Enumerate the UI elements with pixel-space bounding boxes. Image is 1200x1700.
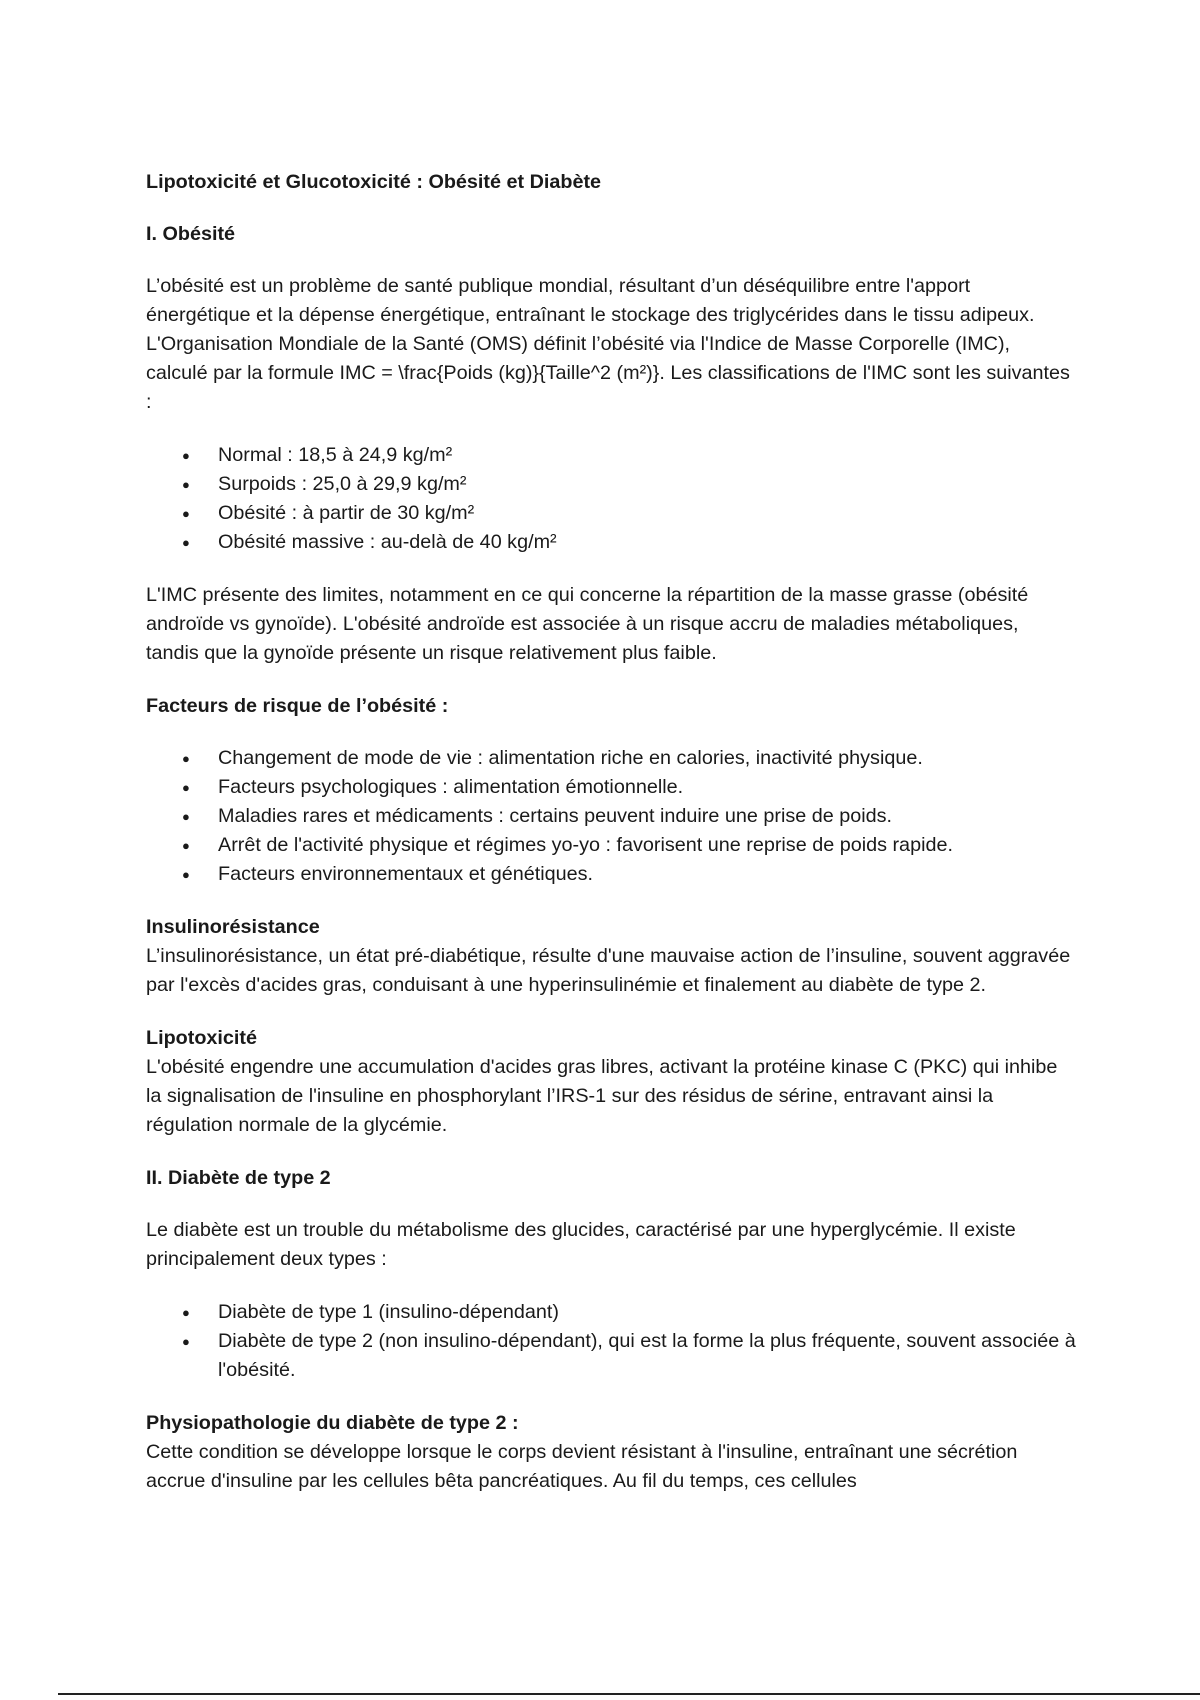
list-item: ● Changement de mode de vie : alimentation riche en calories, inactivité physique.	[218, 744, 1076, 773]
risk-factors-list	[146, 744, 1076, 889]
paragraph-imc-limits: L'IMC présente des limites, notamment en ce qui concerne la répartition de la masse grasse (obésité androïde vs gynoïde). L'obésité androïde est associée à un risque accru de maladies métaboliques, tandis que la gynoïde présente un risque relativement plus faible.	[146, 584, 1029, 664]
paragraph-obesite-intro: L’obésité est un problème de santé publique mondial, résultant d’un déséquilibre entre l'apport énergétique et la dépense énergétique, entraînant le stockage des triglycérides dans le tissu adipeux. L'Organisation Mondiale de la Santé (OMS) définit l’obésité via l'Indice de Masse Corporelle (IMC), calculé par la formule IMC = \frac{Poids (kg)}{Taille^2 (m²)}. Les classifications de l'IMC sont les suivantes :	[146, 275, 1070, 413]
paragraph-physiopathologie: Cette condition se développe lorsque le corps devient résistant à l'insuline, entraînant une sécrétion accrue d'insuline par les cellules bêta pancréatiques. Au fil du temps, ces cellules	[146, 1441, 1018, 1492]
paragraph-insulinoresistance: L’insulinorésistance, un état pré-diabétique, résulte d'une mauvaise action de l’insuline, souvent aggravée par l'excès d'acides gras, conduisant à une hyperinsulinémie et finalement au diabète de type 2.	[146, 945, 1071, 996]
diabetes-types-list	[146, 1298, 1076, 1385]
document-page	[146, 168, 1076, 1520]
section-heading-obesite: I. Obésité	[146, 223, 236, 245]
list-item: ● Facteurs environnementaux et génétiques.	[218, 860, 1076, 889]
list-item: ● Normal : 18,5 à 24,9 kg/m²	[218, 441, 1076, 470]
list-item: ● Facteurs psychologiques : alimentation émotionnelle.	[218, 773, 1076, 802]
section-heading-diabete: II. Diabète de type 2	[146, 1167, 331, 1189]
list-item: ● Diabète de type 1 (insulino-dépendant)	[218, 1298, 1076, 1327]
list-item: ● Obésité massive : au-delà de 40 kg/m²	[218, 528, 1076, 557]
document-title: Lipotoxicité et Glucotoxicité : Obésité et Diabète	[146, 171, 602, 193]
list-item: ● Obésité : à partir de 30 kg/m²	[218, 499, 1076, 528]
page-bottom-divider	[58, 1693, 1200, 1695]
subheading-risk-factors: Facteurs de risque de l’obésité :	[146, 695, 449, 717]
subheading-lipotoxicite: Lipotoxicité	[146, 1027, 257, 1049]
subheading-insulinoresistance: Insulinorésistance	[146, 916, 320, 938]
imc-classification-list	[146, 441, 1076, 557]
list-item: ● Diabète de type 2 (non insulino-dépendant), qui est la forme la plus fréquente, souvent associée à l'obésité.	[218, 1327, 1076, 1385]
list-item: ● Arrêt de l'activité physique et régimes yo-yo : favorisent une reprise de poids rapide.	[218, 831, 1076, 860]
list-item: ● Surpoids : 25,0 à 29,9 kg/m²	[218, 470, 1076, 499]
subheading-physiopathologie: Physiopathologie du diabète de type 2 :	[146, 1412, 519, 1434]
paragraph-lipotoxicite: L'obésité engendre une accumulation d'acides gras libres, activant la protéine kinase C (PKC) qui inhibe la signalisation de l'insuline en phosphorylant l’IRS-1 sur des résidus de sérine, entravant ainsi la régulation normale de la glycémie.	[146, 1056, 1058, 1136]
list-item: ● Maladies rares et médicaments : certains peuvent induire une prise de poids.	[218, 802, 1076, 831]
paragraph-diabete-intro: Le diabète est un trouble du métabolisme des glucides, caractérisé par une hyperglycémie. Il existe principalement deux types :	[146, 1219, 1016, 1270]
